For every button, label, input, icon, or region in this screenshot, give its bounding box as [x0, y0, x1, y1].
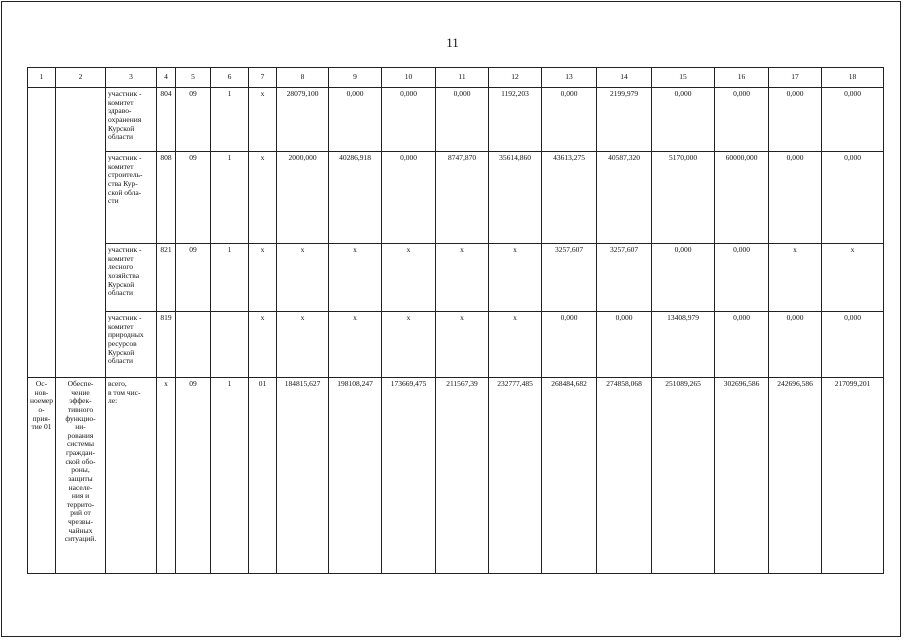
- data-cell: 0,000: [769, 312, 822, 378]
- data-cell: 3257,607: [542, 244, 597, 312]
- text-line: рования: [67, 430, 94, 440]
- data-cell: 8747,870: [436, 152, 489, 244]
- text-line: области: [108, 356, 134, 366]
- data-cell: 0,000: [769, 152, 822, 244]
- column-header: 2: [56, 68, 106, 88]
- data-cell: 0,000: [822, 88, 884, 152]
- column-header: 10: [382, 68, 436, 88]
- text-line: области: [108, 288, 134, 298]
- text-line: роны,: [71, 465, 90, 475]
- participant-name: [106, 312, 157, 378]
- data-cell: [176, 312, 211, 378]
- data-cell: 808: [157, 152, 176, 244]
- column-header: 12: [489, 68, 542, 88]
- data-cell: х: [329, 312, 382, 378]
- text-line: в том чис-: [108, 387, 141, 397]
- text-line: ства Кур-: [108, 178, 138, 188]
- text-line: комитет: [108, 253, 134, 263]
- data-cell: 302696,586: [715, 378, 769, 574]
- data-cell: 1: [211, 88, 249, 152]
- text-line: ситуаций.: [64, 534, 97, 544]
- empty-cell: [56, 88, 106, 378]
- text-line: эффек-: [69, 396, 92, 406]
- participant-name: [106, 88, 157, 152]
- text-line: области: [108, 132, 134, 142]
- data-cell: 173669,475: [382, 378, 436, 574]
- event-code: [28, 378, 56, 574]
- text-line: лесного: [108, 262, 133, 272]
- data-cell: х: [382, 312, 436, 378]
- data-cell: 819: [157, 312, 176, 378]
- text-line: чение: [71, 387, 90, 397]
- data-cell: 0,000: [715, 244, 769, 312]
- data-cell: 184815,627: [277, 378, 329, 574]
- data-cell: [211, 312, 249, 378]
- data-cell: 0,000: [652, 88, 715, 152]
- text-line: террито-: [66, 499, 95, 509]
- text-line: системы: [66, 439, 95, 449]
- column-header: 6: [211, 68, 249, 88]
- text-line: чайных: [68, 525, 93, 535]
- data-cell: х: [277, 244, 329, 312]
- data-cell: 3257,607: [597, 244, 652, 312]
- text-line: граждан-: [66, 448, 95, 457]
- data-cell: 09: [176, 244, 211, 312]
- data-cell: 0,000: [652, 244, 715, 312]
- data-cell: 242696,586: [769, 378, 822, 574]
- column-header: 5: [176, 68, 211, 88]
- data-cell: 0,000: [715, 88, 769, 152]
- header-row: [28, 68, 884, 88]
- participant-name: [106, 152, 157, 244]
- data-cell: х: [489, 312, 542, 378]
- data-cell: х: [436, 244, 489, 312]
- data-cell: х: [329, 244, 382, 312]
- text-line: комитет: [108, 321, 134, 331]
- data-cell: 1: [211, 152, 249, 244]
- text-line: природных: [108, 330, 144, 340]
- table-row: [28, 244, 884, 312]
- text-line: здраво-: [108, 106, 132, 116]
- data-cell: 232777,485: [489, 378, 542, 574]
- data-cell: 09: [176, 378, 211, 574]
- data-cell: 804: [157, 88, 176, 152]
- data-cell: 2199,979: [597, 88, 652, 152]
- text-line: строитель-: [108, 170, 143, 180]
- data-cell: х: [769, 244, 822, 312]
- data-cell: 0,000: [822, 312, 884, 378]
- column-header: 13: [542, 68, 597, 88]
- text-line: участник -: [108, 89, 142, 98]
- text-line: тие 01: [31, 422, 52, 432]
- data-cell: 1: [211, 378, 249, 574]
- table-row: [28, 88, 884, 152]
- data-cell: 28079,100: [277, 88, 329, 152]
- text-line: тивного: [67, 404, 94, 414]
- column-header: 7: [249, 68, 277, 88]
- data-cell: 0,000: [822, 152, 884, 244]
- data-cell: 40587,320: [597, 152, 652, 244]
- data-cell: 217099,201: [822, 378, 884, 574]
- data-cell: х: [249, 88, 277, 152]
- data-cell: 35614,860: [489, 152, 542, 244]
- data-cell: 2000,000: [277, 152, 329, 244]
- text-line: ле:: [108, 396, 118, 406]
- empty-cell: [28, 88, 56, 378]
- data-cell: 0,000: [382, 152, 436, 244]
- data-cell: 13408,979: [652, 312, 715, 378]
- table-row: [28, 152, 884, 244]
- data-cell: х: [822, 244, 884, 312]
- text-line: участник -: [108, 313, 142, 322]
- data-cell: 0,000: [329, 88, 382, 152]
- column-header: 11: [436, 68, 489, 88]
- text-line: Курской: [108, 123, 135, 133]
- text-line: прия-: [32, 413, 51, 423]
- column-header: 15: [652, 68, 715, 88]
- data-cell: 0,000: [436, 88, 489, 152]
- data-cell: 1: [211, 244, 249, 312]
- column-header: 4: [157, 68, 176, 88]
- text-line: ни-: [75, 422, 86, 432]
- text-line: комитет: [108, 161, 134, 171]
- data-cell: 211567,39: [436, 378, 489, 574]
- text-line: сти: [108, 196, 119, 206]
- text-line: меро-: [38, 396, 54, 414]
- data-cell: х: [249, 312, 277, 378]
- text-line: Обеспе-: [67, 379, 94, 388]
- text-line: хозяйства: [108, 270, 140, 280]
- column-header: 1: [28, 68, 56, 88]
- text-line: нов-: [34, 387, 49, 397]
- event-title: [56, 378, 106, 574]
- data-cell: 43613,275: [542, 152, 597, 244]
- data-cell: 251089,265: [652, 378, 715, 574]
- text-line: чрезвы-: [68, 517, 93, 526]
- text-line: ния и: [71, 491, 90, 501]
- data-cell: 09: [176, 152, 211, 244]
- text-line: рий от: [70, 508, 91, 518]
- text-line: ской обо-: [65, 456, 96, 466]
- data-cell: 198108,247: [329, 378, 382, 574]
- column-header: 17: [769, 68, 822, 88]
- data-cell: 09: [176, 88, 211, 152]
- data-cell: 268484,682: [542, 378, 597, 574]
- text-line: участник -: [108, 245, 142, 254]
- text-line: Курской: [108, 347, 135, 357]
- text-line: населе-: [68, 482, 93, 492]
- data-cell: 0,000: [597, 312, 652, 378]
- text-line: комитет: [108, 97, 134, 107]
- data-cell: 60000,000: [715, 152, 769, 244]
- data-cell: х: [436, 312, 489, 378]
- data-cell: х: [489, 244, 542, 312]
- data-cell: 0,000: [542, 88, 597, 152]
- data-cell: 01: [249, 378, 277, 574]
- column-header: 9: [329, 68, 382, 88]
- data-cell: 40286,918: [329, 152, 382, 244]
- data-cell: х: [249, 244, 277, 312]
- text-line: охранения: [108, 114, 142, 124]
- column-header: 8: [277, 68, 329, 88]
- text-line: защиты: [68, 473, 93, 483]
- text-line: ресурсов: [108, 338, 137, 348]
- data-cell: х: [277, 312, 329, 378]
- text-line: ное: [30, 396, 42, 406]
- data-cell: 821: [157, 244, 176, 312]
- data-cell: 274858,068: [597, 378, 652, 574]
- data-cell: х: [157, 378, 176, 574]
- column-header: 14: [597, 68, 652, 88]
- data-cell: 0,000: [382, 88, 436, 152]
- page-number: 11: [446, 35, 459, 50]
- data-cell: 0,000: [542, 312, 597, 378]
- text-line: функцио-: [65, 413, 96, 423]
- text-line: Курской: [108, 279, 135, 289]
- participant-name: [106, 244, 157, 312]
- budget-table: [27, 67, 884, 574]
- main-event-row: [28, 378, 884, 574]
- data-cell: х: [382, 244, 436, 312]
- table-row: [28, 312, 884, 378]
- text-line: участник -: [108, 153, 142, 162]
- column-header: 18: [822, 68, 884, 88]
- text-line: ской обла-: [108, 187, 142, 197]
- text-line: всего,: [108, 379, 127, 388]
- table-body: [28, 68, 884, 574]
- data-cell: х: [249, 152, 277, 244]
- data-cell: 1192,203: [489, 88, 542, 152]
- data-cell: 0,000: [715, 312, 769, 378]
- text-line: Ос-: [35, 379, 48, 388]
- column-header: 16: [715, 68, 769, 88]
- data-cell: 0,000: [769, 88, 822, 152]
- column-header: 3: [106, 68, 157, 88]
- event-total-label: [106, 378, 157, 574]
- data-cell: 5170,000: [652, 152, 715, 244]
